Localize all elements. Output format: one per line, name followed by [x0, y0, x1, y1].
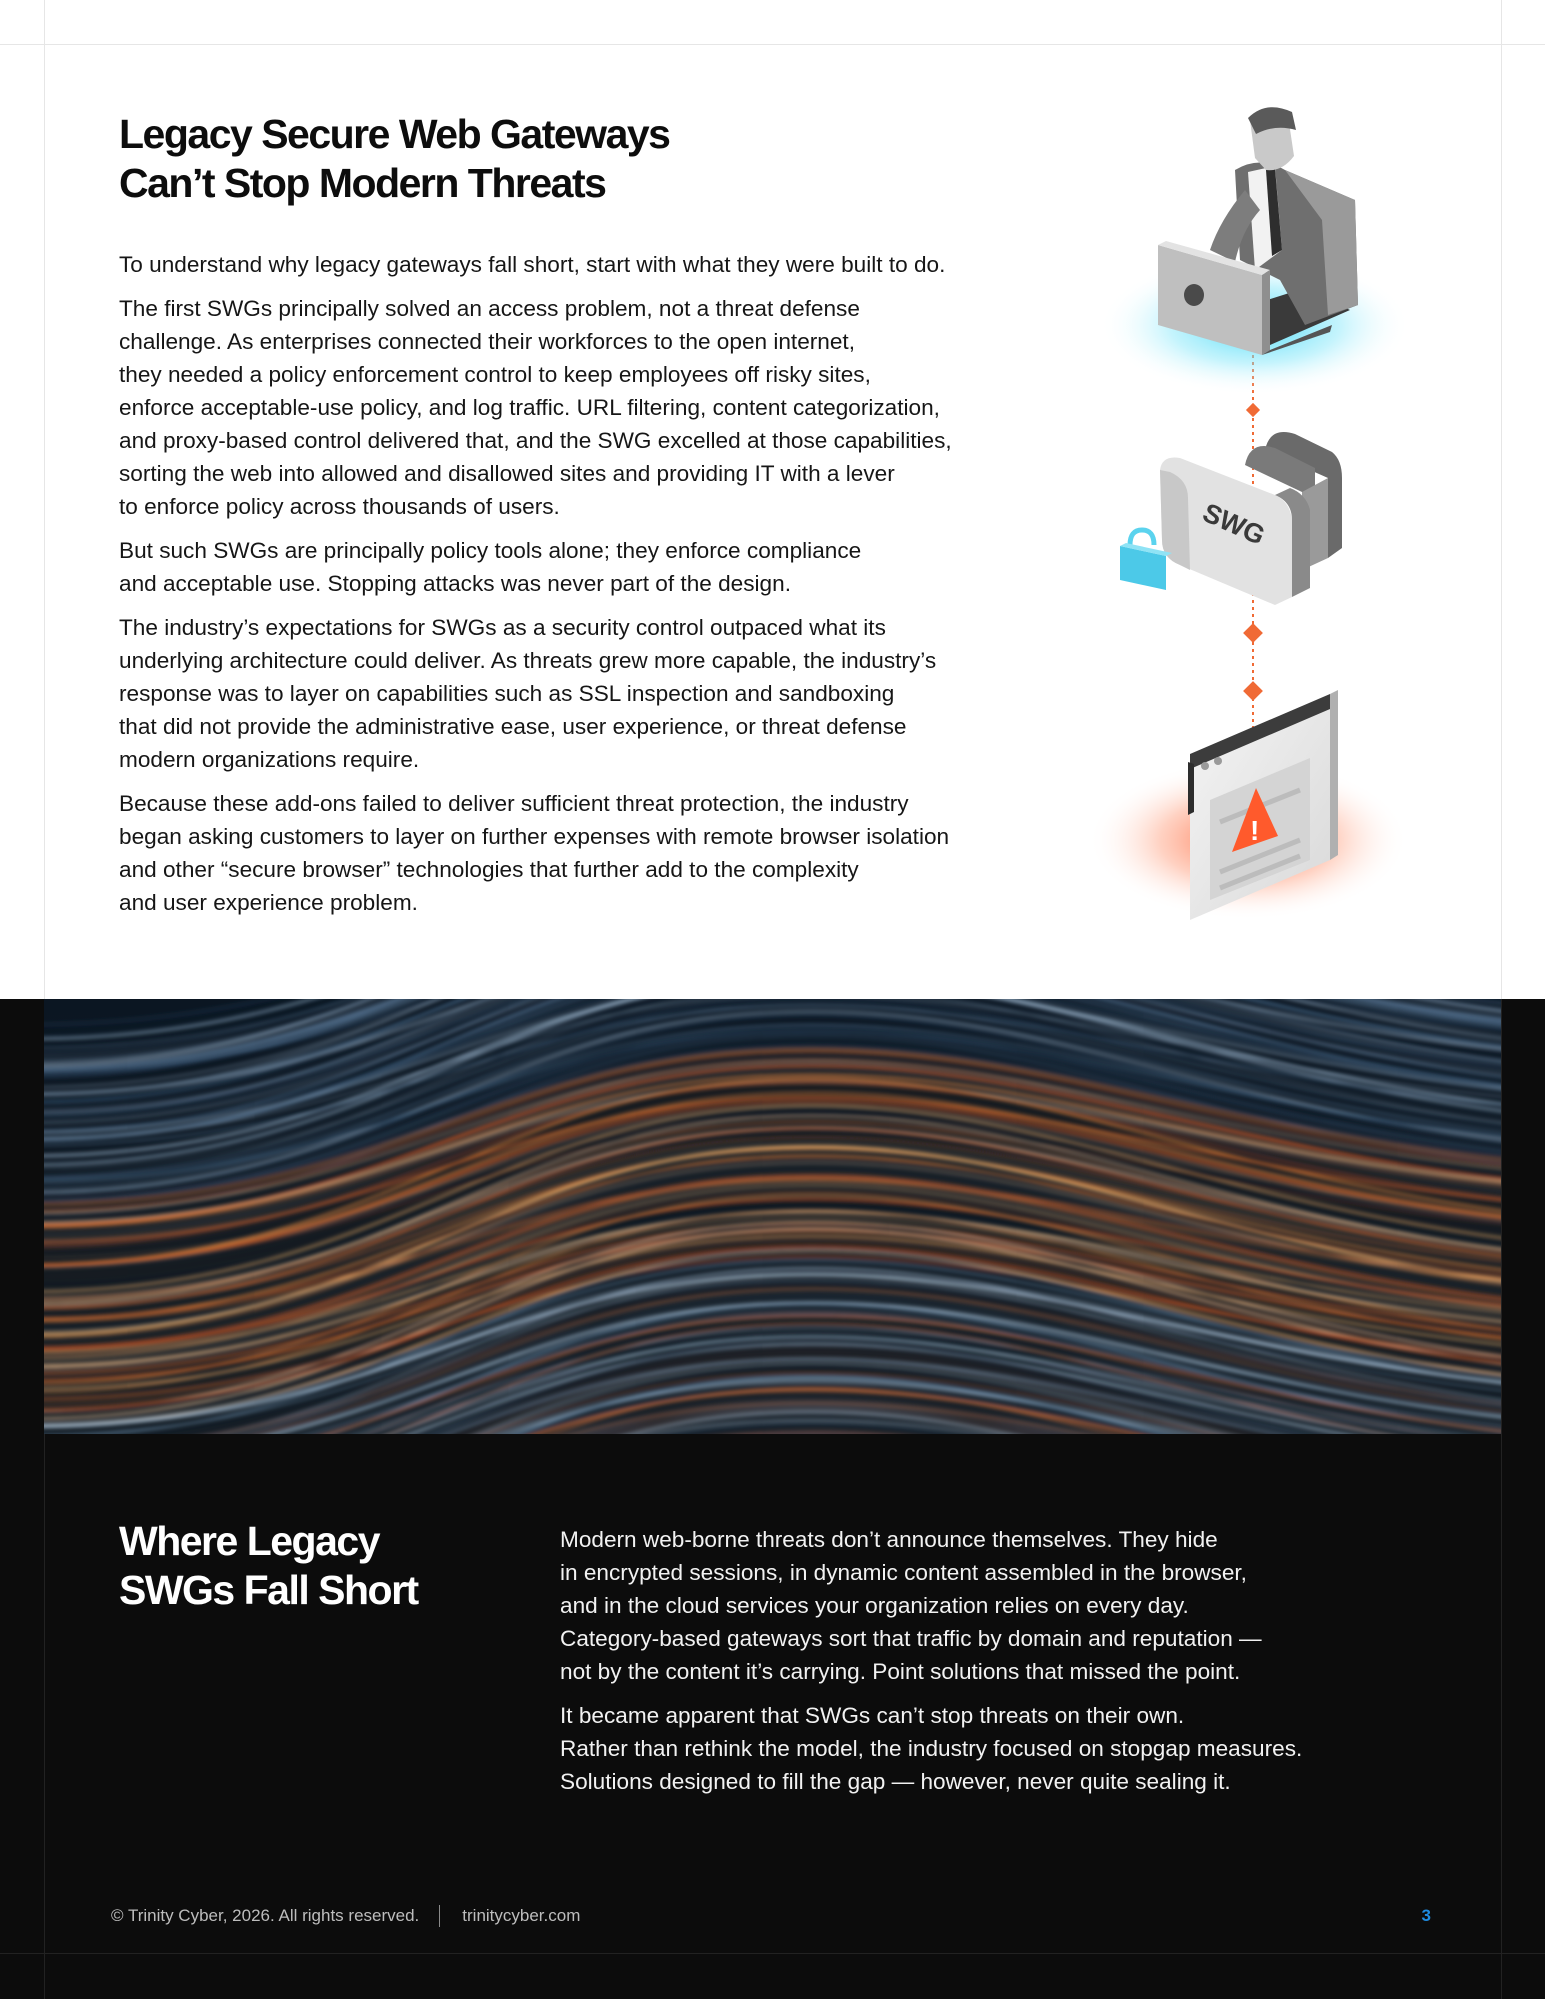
guide-line-bottom: [0, 1953, 1545, 1954]
section-title: [119, 1517, 499, 1615]
page-footer: [111, 1901, 1431, 1931]
connector-node: [1243, 623, 1263, 643]
page-number: 3: [1421, 1906, 1431, 1925]
isometric-illustration: [1070, 100, 1430, 960]
connector-node: [1246, 403, 1260, 417]
guide-line-right-dark: [1501, 999, 1502, 1999]
body-text: [119, 248, 1019, 930]
top-section: [0, 0, 1545, 999]
body-paragraph-1: To understand why legacy gateways fall short, start with what they were built to do.: [119, 252, 946, 277]
connector-node: [1243, 681, 1263, 701]
body-paragraph-3: But such SWGs are principally policy tools alone; they enforce compliance and acceptable use. Stopping attacks was never part of the design.: [119, 538, 862, 596]
dark-section: [0, 999, 1545, 1999]
section-paragraph-1: Modern web-borne threats don’t announce themselves. They hide in encrypted sessions, in dynamic content assembled in the browser, and in the cloud services your organization relies on every day. Category-based gateways sort that traffic by domain and reputation — not by the content it’s carrying. Point solutions that missed the point.: [560, 1527, 1262, 1684]
guide-line-top: [0, 44, 1545, 45]
footer-divider: [439, 1905, 440, 1927]
section-body: [560, 1523, 1480, 1809]
guide-line-left: [44, 0, 45, 999]
body-paragraph-4: The industry’s expectations for SWGs as a security control outpaced what its underlying architecture could deliver. As threats grew more capable, the industry’s response was to layer on capabilities such as SSL inspection and sandboxing that did not provide the administrative ease, user experience, or threat defense modern organizations require.: [119, 615, 937, 772]
body-paragraph-5: Because these add-ons failed to deliver sufficient threat protection, the industry began asking customers to layer on further expenses with remote browser isolation and other “secure browser” technologies that further add to the complexity and user experience problem.: [119, 791, 950, 915]
warning-symbol: !: [1250, 815, 1260, 846]
swg-label: SWG: [1198, 497, 1270, 551]
light-streams-graphic: [44, 999, 1501, 1434]
body-paragraph-2: The first SWGs principally solved an access problem, not a threat defense challenge. As enterprises connected their workforces to the open internet, they needed a policy enforcement control to keep employees off risky sites, enforce acceptable-use policy, and log traffic. URL filtering, content categorization, and proxy-based control delivered that, and the SWG excelled at those capabilities, sorting the web into allowed and disallowed sites and providing IT with a lever to enforce policy across thousands of users.: [119, 296, 952, 519]
user-laptop-icon: [1100, 107, 1410, 395]
guide-line-right: [1501, 0, 1502, 999]
swg-server-icon: [1160, 432, 1342, 605]
section-title-line-2: SWGs Fall Short: [119, 1567, 418, 1613]
section-title-line-1: Where Legacy: [119, 1518, 379, 1564]
footer-copyright: © Trinity Cyber, 2026. All rights reserved.: [111, 1906, 420, 1925]
page-title-line-2: Can’t Stop Modern Threats: [119, 160, 606, 206]
page-title: [119, 110, 819, 208]
section-paragraph-2: It became apparent that SWGs can’t stop threats on their own. Rather than rethink the model, the industry focused on stopgap measures. Solutions designed to fill the gap — however, never quite sealing it.: [560, 1703, 1303, 1794]
hero-image-light-streams: [44, 999, 1501, 1434]
footer-website-link[interactable]: trinitycyber.com: [462, 1906, 581, 1925]
page-title-line-1: Legacy Secure Web Gateways: [119, 111, 670, 157]
browser-warning-icon: [1088, 690, 1408, 932]
